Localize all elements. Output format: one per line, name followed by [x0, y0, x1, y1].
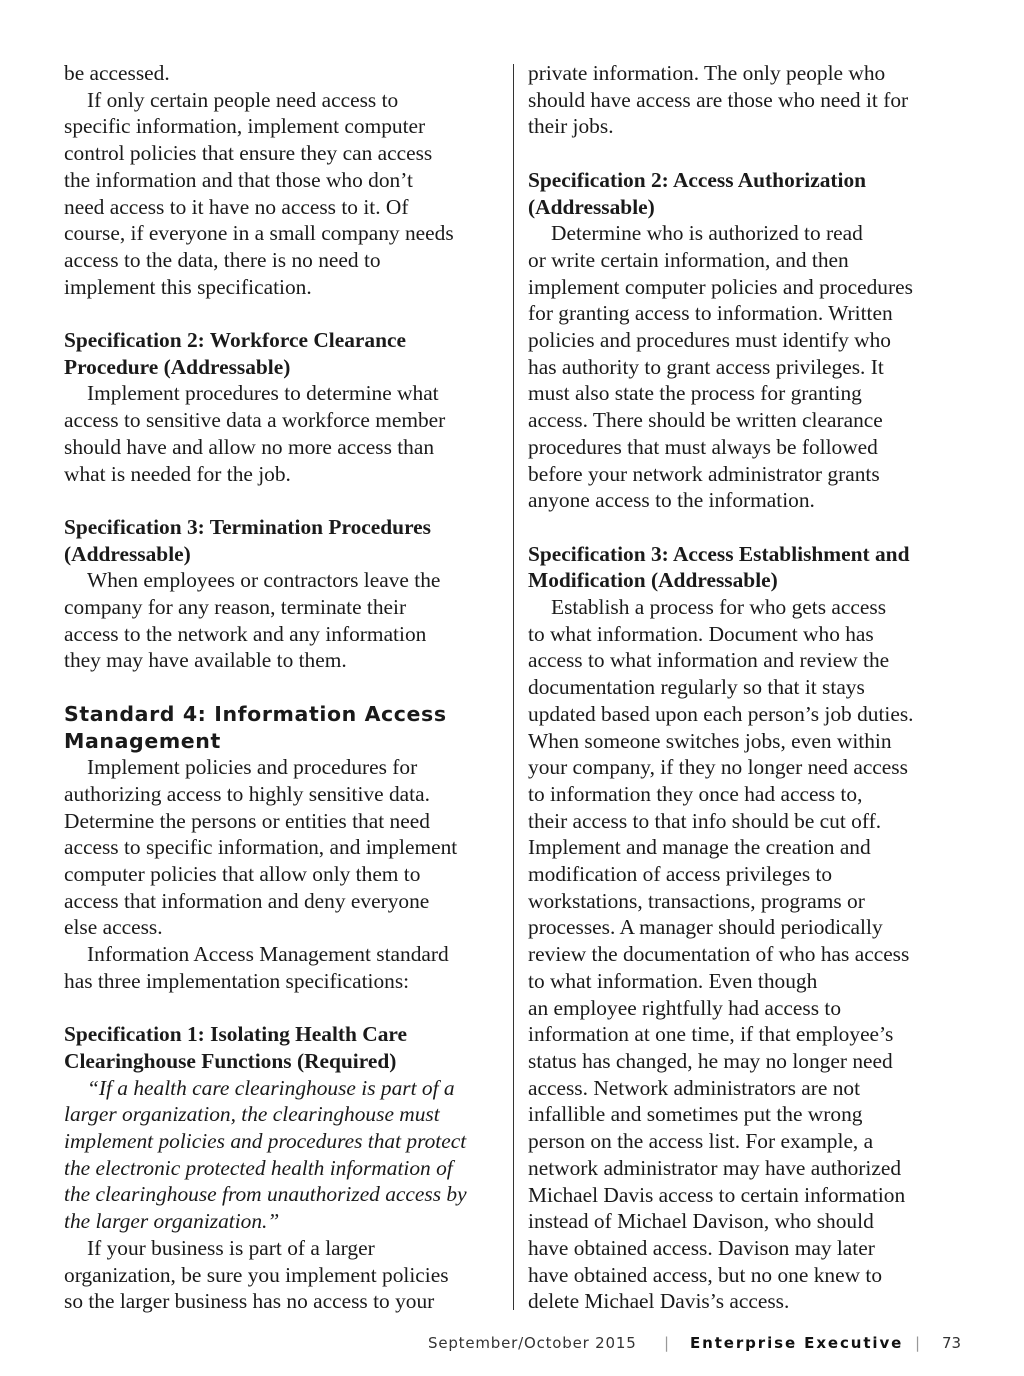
- quote-line: implement policies and procedures that protect: [64, 1129, 467, 1154]
- paragraph-spacer: [64, 487, 504, 514]
- body-text-line: documentation regularly so that it stays: [528, 675, 865, 700]
- body-text-line: computer policies that allow only them to: [64, 862, 421, 887]
- body-text-line: an employee rightfully had access to: [528, 995, 842, 1020]
- body-text-line: company for any reason, terminate their: [64, 595, 407, 620]
- body-text-line: Implement and manage the creation and: [528, 835, 871, 860]
- standard-heading-line: Standard 4: Information Access: [64, 701, 447, 726]
- specification-heading-line: (Addressable): [528, 194, 655, 219]
- paragraph-first-line: Implement policies and procedures for: [87, 755, 418, 780]
- footer-separator: |: [664, 1334, 670, 1352]
- body-text-line: access that information and deny everyone: [64, 888, 430, 913]
- body-text-line: infallible and sometimes put the wrong: [528, 1102, 863, 1127]
- body-text-line: control policies that ensure they can access: [64, 141, 433, 166]
- body-text-line: instead of Michael Davison, who should: [528, 1209, 874, 1234]
- magazine-name: Enterprise Executive: [690, 1334, 904, 1352]
- body-text-line: delete Michael Davis’s access.: [528, 1289, 790, 1314]
- body-text-line: Michael Davis access to certain information: [528, 1182, 906, 1207]
- body-text-line: implement computer policies and procedures: [528, 274, 913, 299]
- specification-heading-line: Procedure (Addressable): [64, 354, 291, 379]
- standard-heading-line: Management: [64, 728, 221, 753]
- body-text-line: course, if everyone in a small company needs: [64, 221, 454, 246]
- body-text-line: access to what information and review the: [528, 648, 890, 673]
- quote-line: the electronic protected health information of: [64, 1155, 453, 1180]
- quote-line: the clearinghouse from unauthorized access by: [64, 1182, 467, 1207]
- specification-heading-line: Specification 2: Workforce Clearance: [64, 328, 406, 353]
- footer-separator: |: [915, 1334, 921, 1352]
- quote-line: the larger organization.”: [64, 1209, 280, 1234]
- body-text-line: policies and procedures must identify who: [528, 328, 891, 353]
- body-text-line: access to the data, there is no need to: [64, 247, 381, 272]
- quote-line: larger organization, the clearinghouse must: [64, 1102, 440, 1127]
- body-text-line: need access to it have no access to it. Of: [64, 194, 409, 219]
- specification-heading-line: Clearinghouse Functions (Required): [64, 1048, 397, 1073]
- specification-heading-line: (Addressable): [64, 541, 191, 566]
- body-text-line: have obtained access. Davison may later: [528, 1235, 875, 1260]
- body-text-line: review the documentation of who has access: [528, 942, 910, 967]
- paragraph-first-line: Establish a process for who gets access: [551, 595, 887, 620]
- specification-heading-line: Specification 1: Isolating Health Care: [64, 1022, 408, 1047]
- body-text-line: else access.: [64, 915, 163, 940]
- paragraph-first-line: If only certain people need access to: [87, 87, 399, 112]
- body-text-line: processes. A manager should periodically: [528, 915, 883, 940]
- body-text-line: Determine the persons or entities that need: [64, 808, 430, 833]
- body-text-line: access to the network and any information: [64, 621, 427, 646]
- body-text-line: modification of access privileges to: [528, 862, 833, 887]
- body-text-line: access. Network administrators are not: [528, 1075, 861, 1100]
- body-text-line: to information they once had access to,: [528, 781, 863, 806]
- quote-line: “If a health care clearinghouse is part of a: [87, 1075, 455, 1100]
- body-text-line: has three implementation specifications:: [64, 968, 410, 993]
- left-column: [64, 60, 504, 1315]
- right-column: [528, 60, 968, 1315]
- body-text-line: or write certain information, and then: [528, 247, 849, 272]
- body-text-line: have obtained access, but no one knew to: [528, 1262, 883, 1287]
- body-text-line: should have and allow no more access than: [64, 434, 435, 459]
- paragraph-first-line: If your business is part of a larger: [87, 1235, 375, 1260]
- paragraph-spacer: [64, 300, 504, 327]
- body-text-line: access to specific information, and implement: [64, 835, 458, 860]
- paragraph-spacer: [64, 995, 504, 1022]
- body-text-line: access. There should be written clearance: [528, 408, 883, 433]
- body-text-line: has authority to grant access privileges. It: [528, 354, 884, 379]
- body-text-line: private information. The only people who: [528, 61, 886, 85]
- column-divider: [513, 64, 514, 1310]
- body-text-line: so the larger business has no access to your: [64, 1289, 435, 1314]
- body-text-line: When someone switches jobs, even within: [528, 728, 892, 753]
- body-text-line: specific information, implement computer: [64, 114, 426, 139]
- body-text-line: your company, if they no longer need access: [528, 755, 908, 780]
- body-text-line: be accessed.: [64, 61, 170, 85]
- body-text-line: information at one time, if that employee’s: [528, 1022, 894, 1047]
- body-text-line: should have access are those who need it for: [528, 87, 909, 112]
- body-text-line: workstations, transactions, programs or: [528, 888, 865, 913]
- body-text-line: authorizing access to highly sensitive data.: [64, 781, 430, 806]
- paragraph-first-line: Implement procedures to determine what: [87, 381, 439, 406]
- body-text-line: implement this specification.: [64, 274, 312, 299]
- paragraph-first-line: Information Access Management standard: [87, 942, 449, 967]
- body-text-line: network administrator may have authorized: [528, 1155, 902, 1180]
- body-text-line: for granting access to information. Written: [528, 301, 893, 326]
- paragraph-spacer: [64, 674, 504, 701]
- paragraph-first-line: When employees or contractors leave the: [87, 568, 441, 593]
- paragraph-spacer: [528, 140, 968, 167]
- body-text-line: what is needed for the job.: [64, 461, 291, 486]
- paragraph-first-line: Determine who is authorized to read: [551, 221, 863, 246]
- body-text-line: organization, be sure you implement policies: [64, 1262, 449, 1287]
- page-footer: [0, 1334, 1024, 1358]
- body-text-line: they may have available to them.: [64, 648, 347, 673]
- body-text-line: updated based upon each person’s job duties.: [528, 701, 914, 726]
- issue-date: September/October 2015: [428, 1334, 637, 1352]
- body-text-line: to what information. Even though: [528, 968, 818, 993]
- body-text-line: procedures that must always be followed: [528, 434, 878, 459]
- body-text-line: must also state the process for granting: [528, 381, 862, 406]
- body-text-line: the information and that those who don’t: [64, 167, 413, 192]
- specification-heading-line: Specification 3: Access Establishment and: [528, 541, 910, 566]
- body-text-line: their access to that info should be cut off.: [528, 808, 882, 833]
- body-text-line: to what information. Document who has: [528, 621, 874, 646]
- paragraph-spacer: [528, 514, 968, 541]
- specification-heading-line: Specification 3: Termination Procedures: [64, 514, 431, 539]
- specification-heading-line: Modification (Addressable): [528, 568, 778, 593]
- body-text-line: access to sensitive data a workforce member: [64, 408, 446, 433]
- page-number: 73: [942, 1334, 962, 1352]
- body-text-line: before your network administrator grants: [528, 461, 880, 486]
- specification-heading-line: Specification 2: Access Authorization: [528, 167, 867, 192]
- body-text-line: anyone access to the information.: [528, 488, 815, 513]
- body-text-line: status has changed, he may no longer need: [528, 1048, 893, 1073]
- body-text-line: their jobs.: [528, 114, 614, 139]
- body-text-line: person on the access list. For example, a: [528, 1129, 874, 1154]
